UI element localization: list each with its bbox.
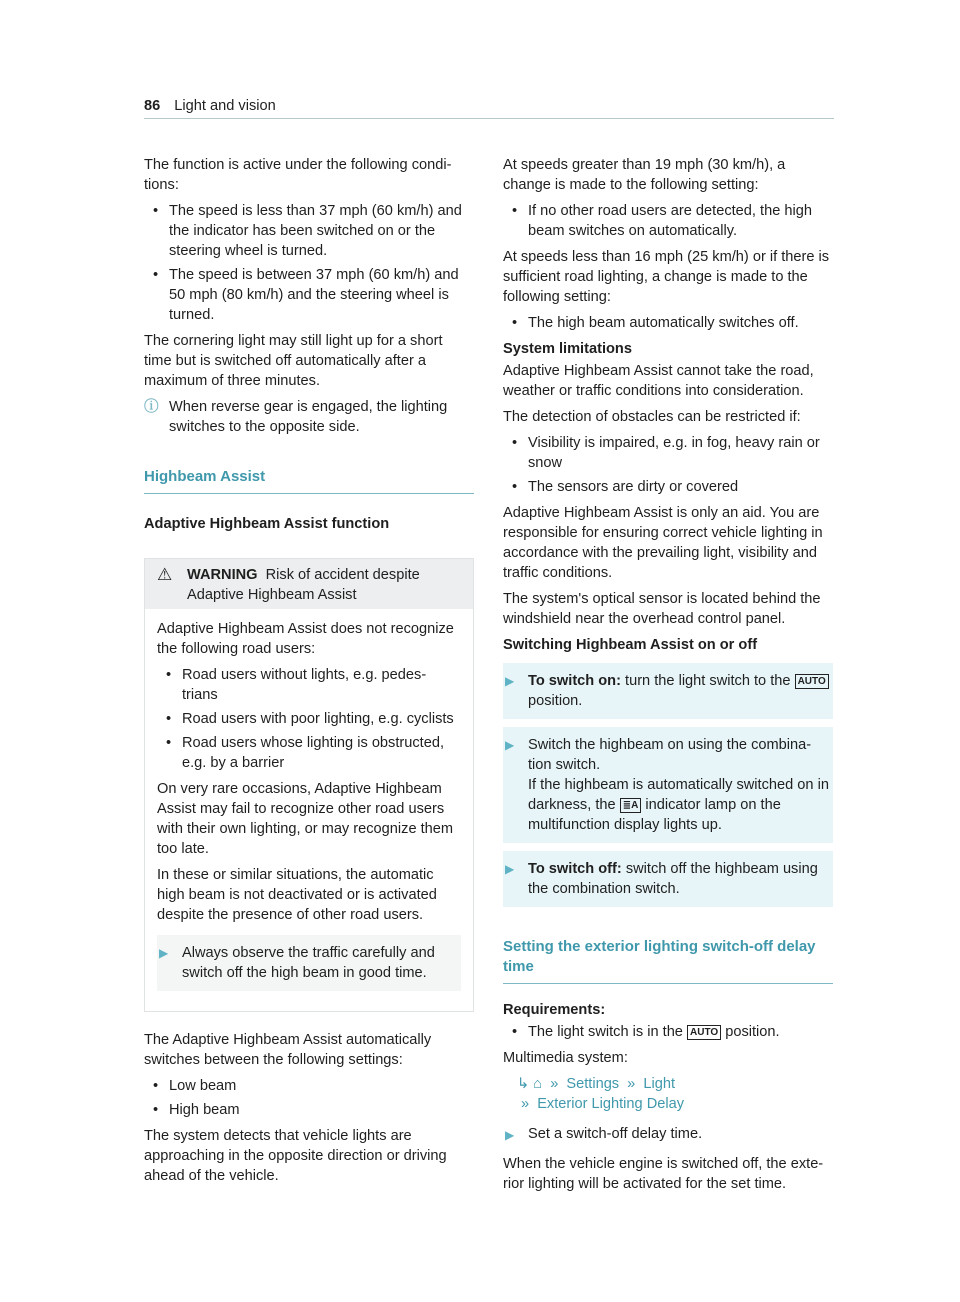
speed-low-list [503,313,833,333]
switching-title: Switching Highbeam Assist on or off [503,637,758,653]
menu-delay: Exterior Lighting Delay [537,1096,685,1112]
section-title: Highbeam Assist [144,467,474,494]
delay-section-title: Setting the exterior lighting switch-off delay time [503,937,833,984]
step-detail-a: If the highbeam is automatically switched on in darkness, the [528,777,829,813]
list-item: • If no other road users are detected, the high beam switches on automatically. [503,201,833,241]
step-switch-on [503,663,833,719]
req-text-b: position. [725,1024,780,1040]
step-label: To switch off: [528,861,622,877]
right-column [503,155,833,1200]
step-text: switch off the highbeam using the combination switch. [528,861,818,897]
warning-para: In these or similar situations, the automatic high beam is not deactivated or is activated despite the presence of other road users. [157,867,437,923]
conditions-list [144,201,474,325]
list-item: • The speed is less than 37 mph (60 km/h) and the indicator has been switched on or the steering wheel is turned. [144,201,474,261]
step-switch-off [503,851,833,907]
aid-text: Adaptive Highbeam Assist is only an aid. You are responsible for ensuring correct vehicle lighting in accordance with the prevailing light, visibility and traffic conditions. [503,505,823,581]
left-column [144,155,474,1192]
step-text: Set a switch-off delay time. [528,1126,703,1142]
chapter-title: Light and vision [174,98,276,114]
list-item: • Low beam [144,1076,474,1096]
arrow-icon: ▶ [505,738,515,752]
chevron-icon: » [550,1076,559,1092]
list-item: • The sensors are dirty or covered [503,477,833,497]
cornering-note: The cornering light may still light up for a short time but is switched off automatically after a maximum of three minutes. [144,333,443,389]
warning-header [145,559,473,609]
header-divider [144,118,834,119]
warning-label: WARNING [187,567,258,583]
final-text: When the vehicle engine is switched off, the exte- rior lighting will be activated for the set time. [503,1156,824,1192]
step-label: To switch on: [528,673,621,689]
warning-action [157,935,461,991]
list-item: • Visibility is impaired, e.g. in fog, heavy rain or snow [503,433,833,473]
list-item: • The speed is between 37 mph (60 km/h) and 50 mph (80 km/h) and the steering wheel is turned. [144,265,474,325]
warning-list [157,665,461,773]
multimedia-label: Multimedia system: [503,1050,628,1066]
settings-list [144,1076,474,1120]
info-note [144,397,474,437]
action-text: Always observe the traffic carefully and switch off the high beam in good time. [182,945,435,981]
step-set-delay [503,1124,833,1144]
chevron-icon: » [521,1096,530,1112]
home-icon: ⌂ [533,1076,543,1092]
note-text: When reverse gear is engaged, the lighting switches to the opposite side. [169,399,448,435]
arrow-icon: ▶ [505,862,515,876]
speed-high-list [503,201,833,241]
auto-icon: AUTO [687,1025,721,1040]
warning-para: On very rare occasions, Adaptive Highbeam Assist may fail to recognize other road users with their own lighting, or may recognize them too late. [157,781,454,857]
warning-icon: ⚠ [157,565,173,584]
detect-text: The system detects that vehicle lights are approaching in the opposite direction or driving ahead of the vehicle. [144,1128,447,1184]
intro-text: The function is active under the following condi- tions: [144,157,452,193]
limits-text: Adaptive Highbeam Assist cannot take the road, weather or traffic conditions into consideration. [503,363,814,399]
restrict-list [503,433,833,497]
switch-intro: The Adaptive Highbeam Assist automatically switches between the following settings: [144,1032,432,1068]
page-number: 86 [144,98,161,114]
warning-title: Risk of accident despite Adaptive Highbeam Assist [187,567,420,603]
step-text: Switch the highbeam on using the combina- tion switch. [528,737,812,773]
page-header [144,96,276,116]
step-detail [528,775,833,835]
step-detail-b: indicator lamp on the multifunction display lights up. [528,797,781,833]
list-item: • Road users with poor lighting, e.g. cyclists [157,709,461,729]
warning-body [145,609,473,1011]
menu-settings: Settings [566,1076,620,1092]
requirements-list [503,1022,833,1042]
menu-return-icon: ↳ [517,1076,530,1092]
step-text: turn the light switch to the [625,673,791,689]
menu-path [503,1074,833,1114]
requirements-title: Requirements: [503,1002,606,1018]
highbeam-indicator-icon: ≣A [620,798,642,813]
step-highbeam [503,727,833,843]
arrow-icon: ▶ [505,674,515,688]
sensor-text: The system's optical sensor is located behind the windshield near the overhead control panel. [503,591,821,627]
list-item: • Road users without lights, e.g. pedes- trians [157,665,461,705]
list-item: • High beam [144,1100,474,1120]
speed-low-text: At speeds less than 16 mph (25 km/h) or if there is sufficient road lighting, a change is made to the following setting: [503,249,830,305]
menu-light: Light [643,1076,676,1092]
limits-title: System limitations [503,341,632,357]
subsection-title: Adaptive Highbeam Assist function [144,516,390,532]
req-text-a: The light switch is in the [528,1024,683,1040]
list-item [503,1022,833,1042]
arrow-icon: ▶ [505,1128,515,1142]
restrict-intro: The detection of obstacles can be restricted if: [503,409,801,425]
speed-high-text: At speeds greater than 19 mph (30 km/h), a change is made to the following setting: [503,157,786,193]
list-item: • The high beam automatically switches off. [503,313,833,333]
warning-box [144,558,474,1012]
step-text: position. [528,693,583,709]
warning-intro: Adaptive Highbeam Assist does not recognize the following road users: [157,621,454,657]
auto-icon: AUTO [795,674,829,689]
arrow-icon: ▶ [159,946,169,960]
chevron-icon: » [627,1076,636,1092]
info-icon: ⓘ [144,399,159,415]
list-item: • Road users whose lighting is obstructed, e.g. by a barrier [157,733,461,773]
